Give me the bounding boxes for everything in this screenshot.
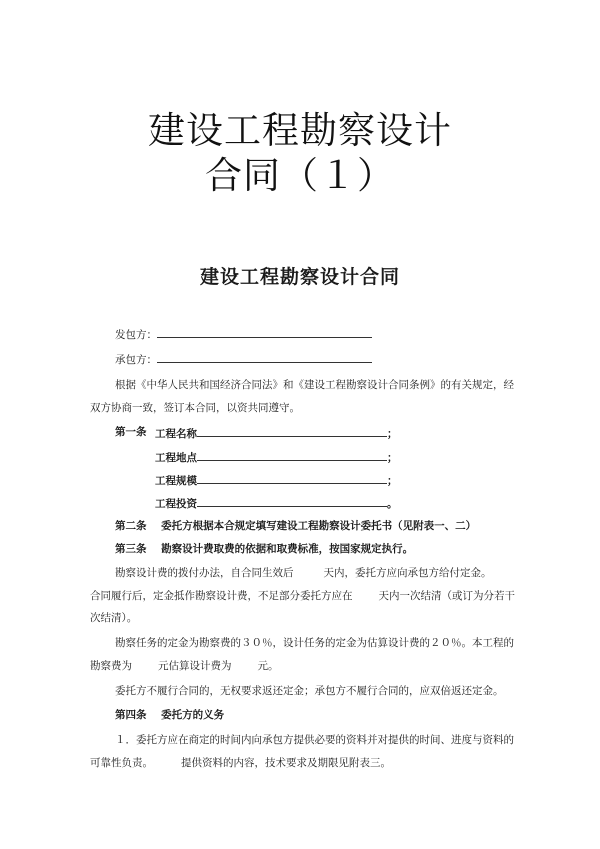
payment-text: 勘察设计费的拨付办法，自合同生效后 [115,567,294,579]
article2 [115,519,476,533]
cover-title-line2: 合同（１） [205,154,395,197]
payment-text: 元。 [257,660,279,672]
contractor-blank [157,351,372,363]
article1-item-blank [197,472,387,484]
article1-item-end: ； [387,475,398,487]
payment-line2 [90,589,515,603]
article1-item-label: 工程规模 [155,475,197,487]
article1-item-end: 。 [387,498,398,510]
article1-item-blank [197,449,387,461]
article2-text: 委托方根据本合规定填写建设工程勘察设计委托书（见附表一、二） [161,520,477,532]
payment-line3: 次结清）。 [90,612,138,624]
client-label: 发包方： [115,329,157,341]
payment-text: 元估算设计费为 [158,660,232,672]
contractor-label: 承包方： [115,354,157,366]
payment-text: 合同履行后，定金抵作勘察设计费，不足部分委托方应在 [90,590,353,602]
article1-item-end: ； [387,452,398,464]
article1-item-label: 工程地点 [155,452,197,464]
article4-text: 可靠性负责。 [90,757,153,769]
article3-heading: 第三条 [115,543,147,555]
payment-line1 [115,566,492,580]
article1-item-label: 工程投资 [155,498,197,510]
article2-heading: 第二条 [115,520,147,532]
article4-item1-line1: １．委托方应在商定的时间内向承包方提供必要的资料并对提供的时间、进度与资料的 [115,734,514,746]
article1-item [155,425,398,441]
article1-item-blank [197,425,387,437]
article4-text: 提供资料的内容，技术要求及期限见附表三。 [181,757,391,769]
article1-item [155,472,398,488]
article1-heading: 第一条 [115,426,147,438]
payment-text: 天内一次结清（或订为分若干 [378,590,515,602]
payment-line6: 委托方不履行合同的，无权要求返还定金；承包方不履行合同的，应双倍返还定金。 [115,685,504,697]
contractor-field [115,351,372,367]
payment-line4: 勘察任务的定金为勘察费的３０％，设计任务的定金为估算设计费的２０％。本工程的 [115,637,514,649]
article1-item-label: 工程名称 [155,428,197,440]
client-field [115,326,372,342]
preamble-line2: 双方协商一致，签订本合同，以资共同遵守。 [90,402,300,414]
article1-item-end: ； [387,428,398,440]
payment-text: 天内，委托方应向承包方给付定金。 [323,567,492,579]
client-blank [157,326,372,338]
payment-text: 勘察费为 [90,660,132,672]
article4-item1-line2 [90,756,391,770]
preamble-line1: 根据《中华人民共和国经济合同法》和《建设工程勘察设计合同条例》的有关规定，经 [115,379,514,391]
article3 [115,542,413,556]
article1-item [155,495,398,511]
article1-item-blank [197,495,387,507]
payment-line5 [90,659,279,673]
article4-heading: 第四条 [115,709,147,721]
contract-title: 建设工程勘察设计合同 [199,266,400,288]
cover-title-line1: 建设工程勘察设计 [148,109,452,152]
article4 [115,708,224,722]
article1-item [155,449,398,465]
article4-title: 委托方的义务 [161,709,225,721]
article3-text: 勘察设计费取费的依据和取费标准，按国家规定执行。 [161,543,414,555]
